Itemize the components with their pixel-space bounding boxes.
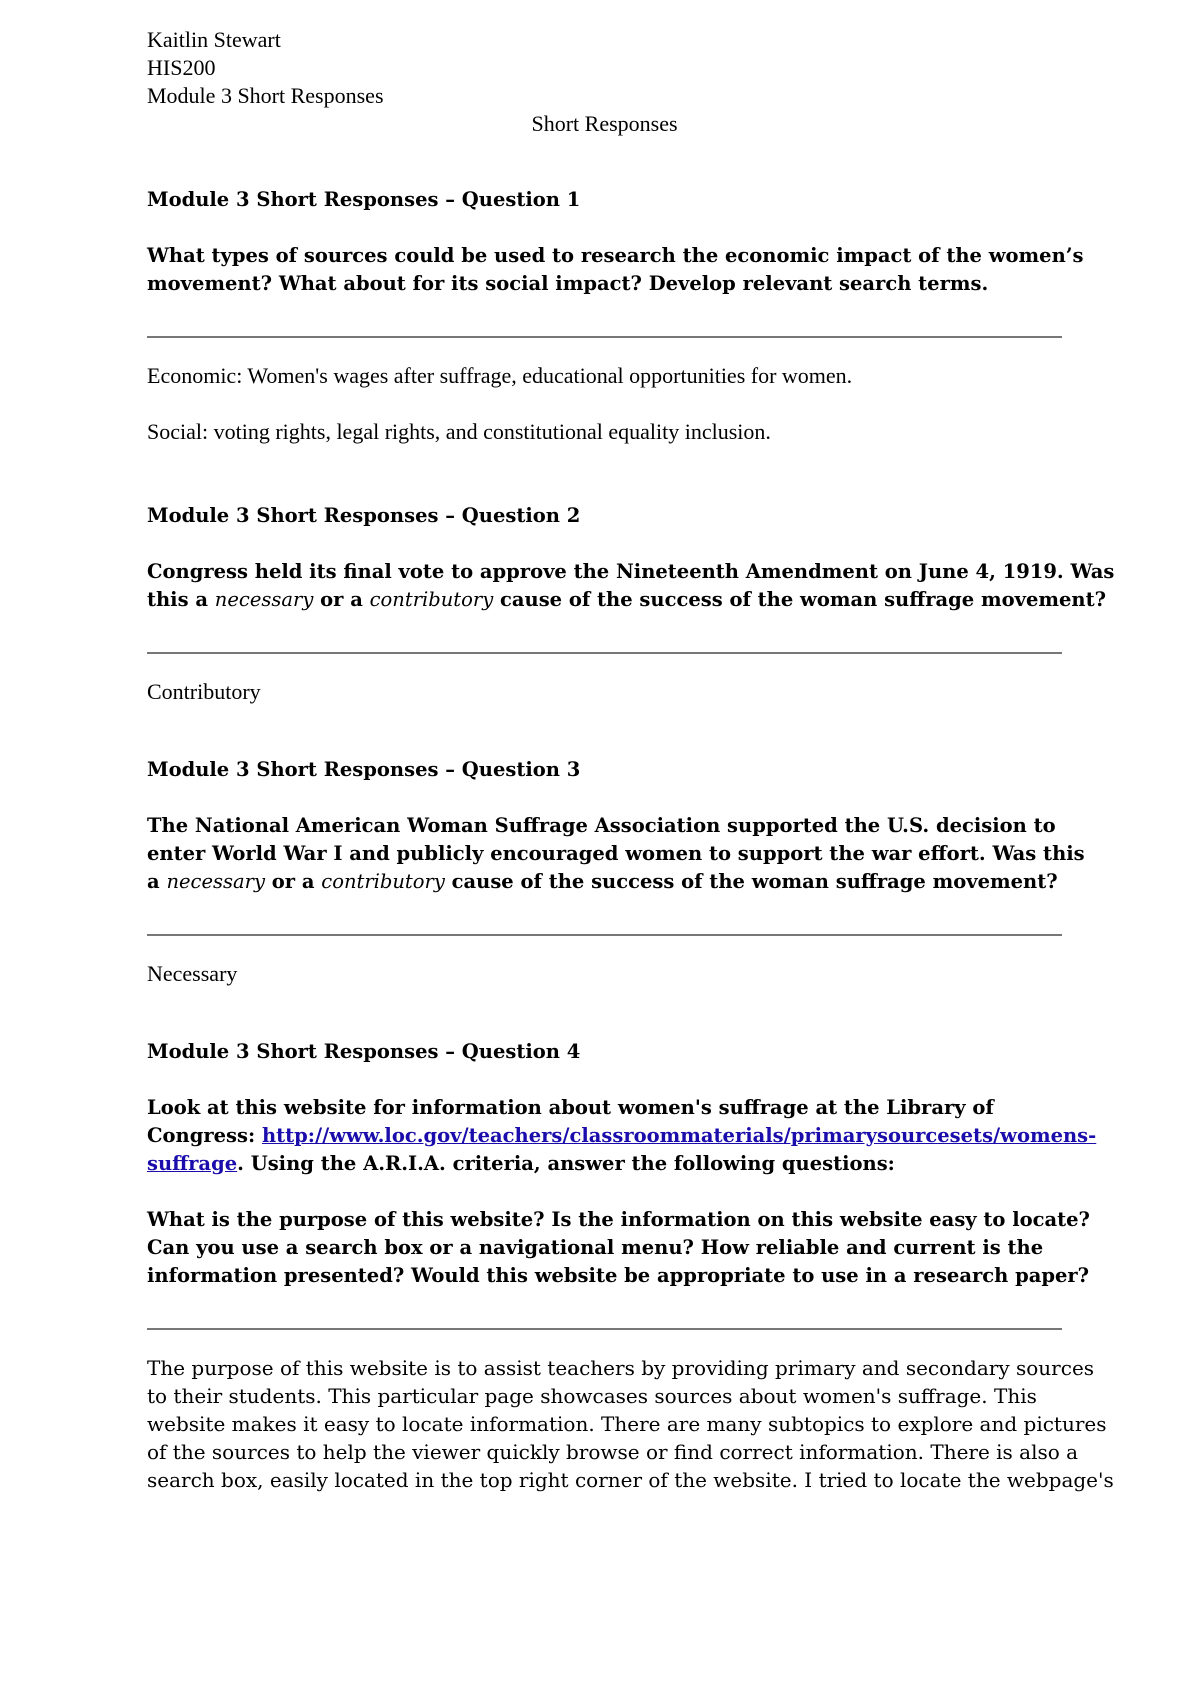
question-1-answer-economic: Economic: Women's wages after suffrage, educational opportunities for women. — [147, 363, 853, 388]
question-4-answer — [147, 1354, 1114, 1494]
question-4-answer-line: of the sources to help the viewer quickly browse or find correct information. There is also a — [147, 1440, 1079, 1464]
loc-website-link-continued[interactable]: suffrage — [147, 1152, 238, 1175]
question-3-answer: Necessary — [147, 961, 238, 986]
question-4-heading: Module 3 Short Responses – Question 4 — [147, 1040, 581, 1063]
question-4-answer-line: to their students. This particular page showcases sources about women's suffrage. This — [147, 1384, 1037, 1408]
question-2-divider — [147, 652, 1062, 654]
question-2-line: Congress held its final vote to approve the Nineteenth Amendment on June 4, 1919. Was — [147, 560, 1115, 583]
question-4-subquestion-line: Can you use a search box or a navigational menu? How reliable and current is the — [147, 1236, 1044, 1259]
question-1-answer-social: Social: voting rights, legal rights, and constitutional equality inclusion. — [147, 419, 771, 444]
question-4-line: Look at this website for information about women's suffrage at the Library of — [147, 1096, 994, 1119]
question-4-prompt — [147, 1094, 1097, 1178]
question-2-line — [147, 586, 1107, 614]
question-3-divider — [147, 934, 1062, 936]
author-name: Kaitlin Stewart — [147, 27, 281, 52]
question-1-line: What types of sources could be used to research the economic impact of the women’s — [147, 244, 1084, 267]
question-4-line — [147, 1150, 1062, 1178]
question-2-text: cause of the success of the woman suffrage movement? — [493, 588, 1107, 611]
question-4-answer-line: website makes it easy to locate information. There are many subtopics to explore and pictures — [147, 1412, 1107, 1436]
question-4-text: Congress: — [147, 1124, 262, 1147]
question-2-answer: Contributory — [147, 679, 261, 704]
question-3-line: The National American Woman Suffrage Association supported the U.S. decision to — [147, 814, 1056, 837]
assignment-name: Module 3 Short Responses — [147, 83, 384, 108]
question-4-subquestion-line: information presented? Would this website be appropriate to use in a research paper? — [147, 1264, 1090, 1287]
question-4-text: . Using the A.R.I.A. criteria, answer the following questions: — [237, 1152, 895, 1175]
question-3-line: enter World War I and publicly encouraged women to support the war effort. Was this — [147, 842, 1085, 865]
course-code: HIS200 — [147, 55, 216, 80]
question-1-divider — [147, 336, 1062, 338]
question-2-text: or a — [313, 588, 370, 611]
document-title: Short Responses — [531, 111, 678, 136]
question-1-line: movement? What about for its social impact? Develop relevant search terms. — [147, 272, 989, 295]
question-3-text: cause of the success of the woman suffrage movement? — [444, 870, 1058, 893]
contributory-term: contributory — [369, 588, 494, 611]
document-page — [147, 26, 1115, 1494]
question-2-prompt — [147, 558, 1115, 614]
question-4-subquestion-line: What is the purpose of this website? Is the information on this website easy to locate? — [147, 1208, 1090, 1231]
contributory-term: contributory — [321, 870, 445, 893]
question-4-subquestions — [147, 1206, 1090, 1290]
loc-website-link[interactable]: http://www.loc.gov/teachers/classroommaterials/primarysourcesets/womens- — [261, 1124, 1097, 1147]
question-4-answer-line: The purpose of this website is to assist teachers by providing primary and secondary sources — [147, 1356, 1095, 1380]
question-3-heading: Module 3 Short Responses – Question 3 — [147, 758, 581, 781]
question-4-line — [147, 1122, 1097, 1150]
question-4-answer-line: search box, easily located in the top right corner of the website. I tried to locate the webpage's — [147, 1468, 1114, 1492]
necessary-term: necessary — [214, 588, 314, 611]
question-3-line — [147, 868, 1062, 896]
question-3-prompt — [147, 812, 1085, 896]
question-2-text: this a — [147, 588, 215, 611]
question-4-divider — [147, 1328, 1062, 1330]
question-1-prompt — [147, 242, 1084, 298]
question-1-heading: Module 3 Short Responses – Question 1 — [147, 188, 581, 211]
question-2-heading: Module 3 Short Responses – Question 2 — [147, 504, 581, 527]
question-3-text: or a — [264, 870, 322, 893]
question-3-text: a — [147, 870, 167, 893]
necessary-term: necessary — [166, 870, 265, 893]
